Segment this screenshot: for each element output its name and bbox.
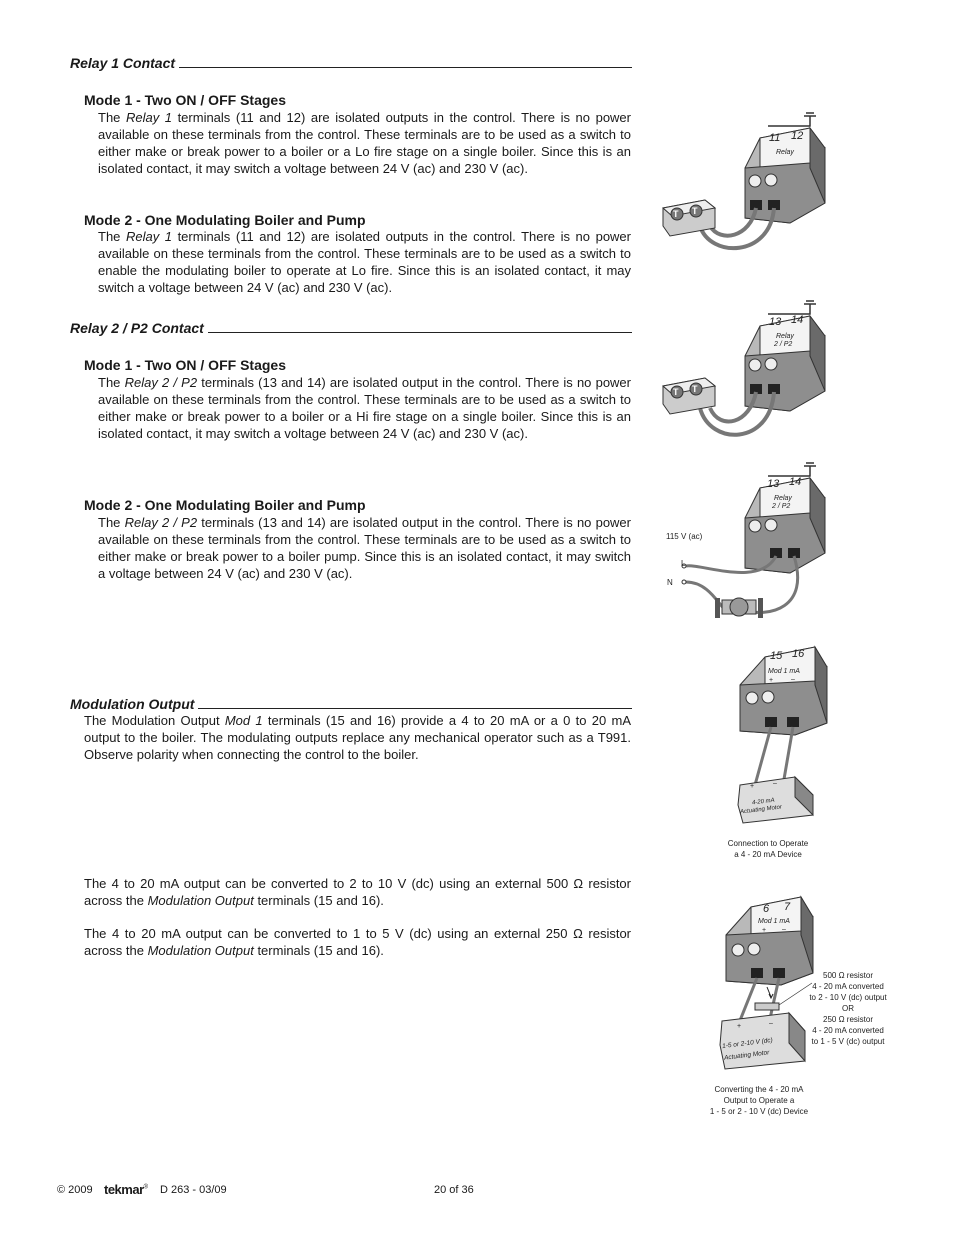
header-rule: [198, 708, 632, 709]
note-line: OR: [842, 1004, 854, 1013]
device-label: 4-20 mA: [751, 797, 775, 807]
section-title: Relay 1 Contact: [70, 55, 176, 71]
note-line: to 1 - 5 V (dc) output: [811, 1037, 885, 1046]
text: terminals (15 and 16).: [253, 893, 384, 908]
section-header-relay2: [70, 318, 632, 336]
terminal-number: 16: [792, 648, 805, 660]
svg-text:T: T: [692, 206, 698, 216]
relay1-mode2-paragraph: [98, 228, 631, 296]
terminal-label: Mod 1 mA: [768, 668, 800, 675]
conversion-500-paragraph: [84, 875, 631, 909]
note-line: 4 - 20 mA converted: [812, 982, 884, 991]
caption-line: 1 - 5 or 2 - 10 V (dc) Device: [709, 1107, 809, 1116]
relay1-mode2-heading: Mode 2 - One Modulating Boiler and Pump: [84, 212, 366, 228]
text: terminals (15 and 16) provide a 4 to 20 mA or a 0 to 20 mA output to the boiler. The modulating outputs replace any mechanical operator such as a T991. Observe polarity when connecting the control to the boiler.: [84, 713, 631, 762]
terminal-number: 11: [769, 132, 781, 144]
caption-line: Output to Operate a: [723, 1096, 795, 1105]
note-line: 4 - 20 mA converted: [812, 1026, 884, 1035]
device-label: Actuating Motor: [723, 1049, 770, 1062]
conversion-250-paragraph: [84, 925, 631, 959]
section-header-relay1: [70, 53, 632, 71]
box-plus-label: +: [750, 783, 755, 790]
registered-mark: ®: [143, 1184, 148, 1191]
modulation-paragraph: [84, 712, 631, 763]
terminal-label: 2 / P2: [772, 503, 791, 510]
text: terminals (13 and 14) are isolated output in the control. There is no power available on these terminals from the control. These terminals are to be used as a switch to either make or break power to a boiler pump. Since this is an isolated contact, it may switch a voltage between 24 V (ac) and 230 V (ac).: [98, 515, 631, 581]
terminal-label: 2 / P2: [774, 341, 793, 348]
text: The: [98, 375, 125, 390]
italic-term: Mod 1: [224, 713, 263, 728]
svg-text:T: T: [692, 384, 698, 394]
svg-text:T: T: [673, 387, 679, 397]
diagram-caption: [700, 1084, 818, 1117]
relay2-mode1-heading: Mode 1 - Two ON / OFF Stages: [84, 357, 286, 373]
device-label: Actuating Motor: [739, 804, 783, 816]
terminal-number: 7: [784, 901, 791, 913]
brand-logo: [104, 1182, 148, 1197]
device-label: 1-5 or 2-10 V (dc): [721, 1036, 774, 1051]
section-header-modulation: [70, 694, 632, 712]
italic-term: Relay 2 / P2: [124, 375, 198, 390]
voltage-label: 115 V (ac): [666, 532, 703, 541]
neutral-label: N: [667, 578, 673, 587]
text: The 4 to 20 mA output can be converted to 2 to 10 V (dc) using an external 500 Ω resistor across the: [84, 876, 631, 908]
box-minus-label: –: [769, 1020, 773, 1027]
italic-term: Modulation Output: [147, 943, 254, 958]
minus-label: –: [782, 926, 786, 933]
section-title: Relay 2 / P2 Contact: [70, 320, 204, 336]
text: The 4 to 20 mA output can be converted to 1 to 5 V (dc) using an external 250 Ω resistor across the: [84, 926, 631, 958]
note-line: 500 Ω resistor: [823, 971, 873, 980]
note-line: 250 Ω resistor: [823, 1015, 873, 1024]
box-plus-label: +: [737, 1023, 742, 1030]
terminal-label: Relay: [774, 495, 792, 502]
text: The Modulation Output: [84, 713, 225, 728]
note-line: to 2 - 10 V (dc) output: [809, 993, 887, 1002]
terminal-number: 12: [791, 130, 804, 142]
italic-term: Relay 1: [125, 229, 172, 244]
footer-copyright: © 2009: [57, 1184, 93, 1196]
resistor-note: [806, 970, 890, 1047]
terminal-number: 14: [789, 476, 802, 488]
caption-line: Converting the 4 - 20 mA: [714, 1085, 804, 1094]
caption-line: Connection to Operate: [727, 839, 809, 848]
relay2-mode2-paragraph: [98, 514, 631, 582]
terminal-number: 6: [763, 903, 770, 915]
terminal-label: Relay: [776, 333, 794, 340]
text: terminals (13 and 14) are isolated output in the control. There is no power available on these terminals from the control. These terminals are to be used as a switch to either make or break power to a boiler or a Hi fire stage on a single boiler. Since this is an isolated contact, it may switch a voltage between 24 V (ac) and 230 V (ac).: [98, 375, 631, 441]
terminal-number: 14: [791, 314, 804, 326]
box-minus-label: –: [773, 780, 777, 787]
relay2-mode1-paragraph: [98, 374, 631, 442]
italic-term: Modulation Output: [147, 893, 254, 908]
text: The: [98, 229, 126, 244]
section-title: Modulation Output: [70, 696, 195, 712]
text: The: [98, 515, 125, 530]
relay2-pump-diagram: [660, 458, 830, 628]
footer-page-number: 20 of 36: [434, 1184, 474, 1196]
terminal-number: 13: [767, 478, 780, 490]
text: terminals (11 and 12) are isolated outputs in the control. There is no power available on these terminals from the control. These terminals are to be used as a switch to enable the modulating boiler to operate at Lo fire. Since this is an isolated contact, it may switch a voltage between 24 V (ac) and 230 V (ac).: [98, 229, 631, 295]
terminal-number: 15: [770, 650, 783, 662]
relay1-wiring-diagram: [660, 108, 830, 273]
italic-term: Relay 1: [125, 110, 172, 125]
caption-line: a 4 - 20 mA Device: [734, 850, 802, 859]
relay2-mode2-heading: Mode 2 - One Modulating Boiler and Pump: [84, 497, 366, 513]
brand-name: tekmar: [104, 1182, 144, 1197]
terminal-label: Mod 1 mA: [758, 918, 790, 925]
relay1-mode1-heading: Mode 1 - Two ON / OFF Stages: [84, 92, 286, 108]
italic-term: Relay 2 / P2: [124, 515, 198, 530]
relay1-mode1-paragraph: [98, 109, 631, 177]
diagram-caption: [718, 838, 818, 860]
plus-label: +: [762, 927, 767, 934]
terminal-number: 13: [769, 316, 782, 328]
terminal-label: Relay: [776, 149, 794, 156]
line-label: L: [681, 559, 686, 568]
text: terminals (15 and 16).: [253, 943, 384, 958]
footer-doc-number: D 263 - 03/09: [160, 1184, 227, 1196]
minus-label: –: [791, 676, 795, 683]
svg-text:T: T: [673, 209, 679, 219]
header-rule: [208, 332, 632, 333]
header-rule: [179, 67, 632, 68]
plus-label: +: [769, 677, 774, 684]
text: The: [98, 110, 126, 125]
text: terminals (11 and 12) are isolated outputs in the control. There is no power available on these terminals from the control. These terminals are to be used as a switch to either make or break power to a boiler or a Lo fire stage on a single boiler. Since this is an isolated contact, it may switch a voltage between 24 V (ac) and 230 V (ac).: [98, 110, 631, 176]
relay2-wiring-diagram: [660, 296, 830, 461]
